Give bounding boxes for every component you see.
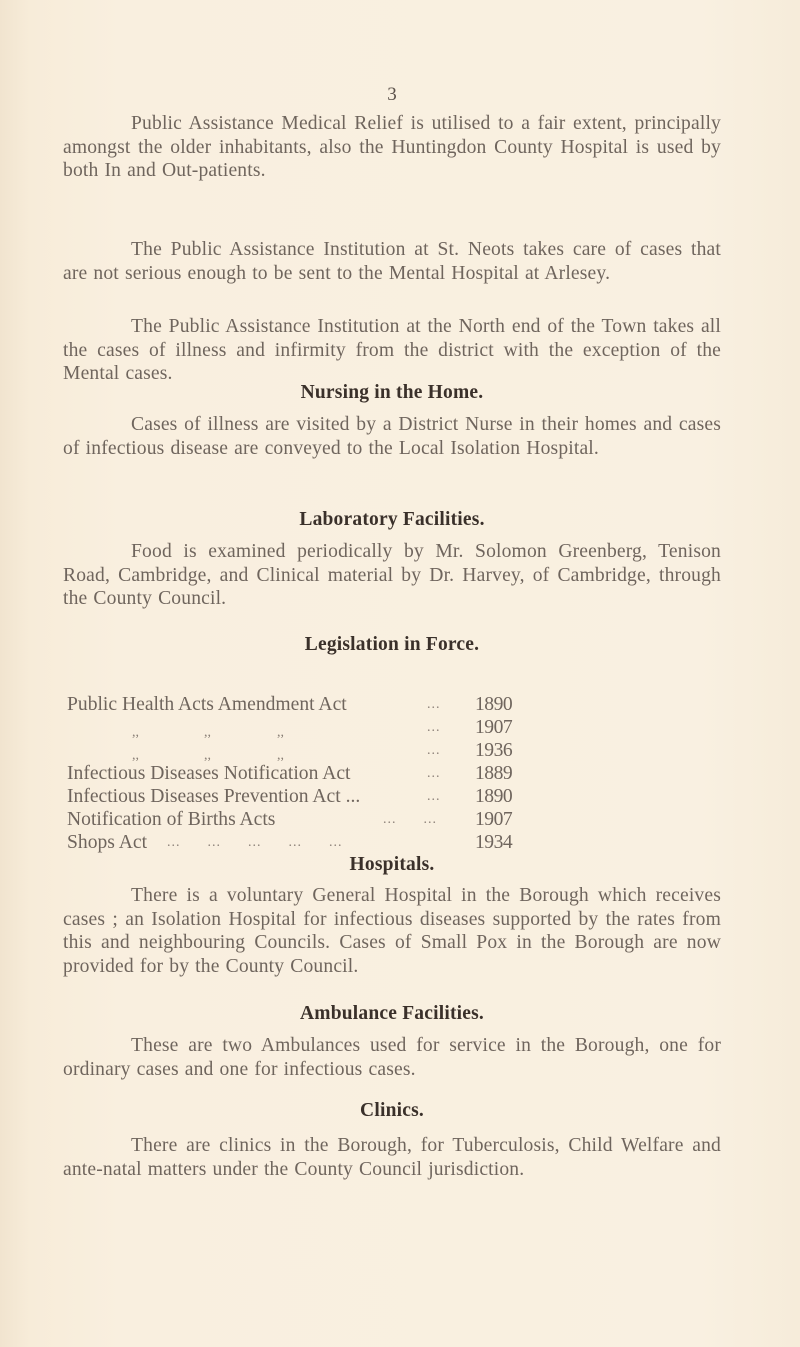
heading-laboratory-facilities: Laboratory Facilities. <box>299 509 485 530</box>
paragraph-nursing <box>63 413 721 460</box>
dot-leader: ... <box>427 789 441 804</box>
act-name: Infectious Diseases Prevention Act ... <box>67 786 361 807</box>
heading-legislation-in-force: Legislation in Force. <box>304 634 480 655</box>
act-year: 1889 <box>475 763 513 784</box>
paragraph-hospitals <box>63 884 721 978</box>
dot-leader: ... ... ... ... ... <box>167 835 343 850</box>
paragraph-text: These are two Ambulances used for service in the Borough, one for ordinary cases and one for infectious cases. <box>63 1035 721 1080</box>
heading-nursing-in-the-home: Nursing in the Home. <box>300 382 484 403</box>
heading-clinics: Clinics. <box>360 1100 424 1121</box>
paragraph-text: There are clinics in the Borough, for Tuberculosis, Child Welfare and ante-natal matters under the County Council jurisdiction. <box>63 1135 721 1180</box>
paragraph-text: Public Assistance Medical Relief is utilised to a fair extent, principally amongst the older inhabitants, also the Huntingdon County Hospital is used by both In and Out-patients. <box>63 113 721 181</box>
legislation-row <box>67 693 607 716</box>
paragraph-text: The Public Assistance Institution at St. Neots takes care of cases that are not serious enough to be sent to the Mental Hospital at Arlesey. <box>63 239 721 284</box>
paragraph-st-neots-institution <box>63 238 721 285</box>
dot-leader: ... <box>427 720 441 735</box>
heading-hospitals: Hospitals. <box>349 854 435 875</box>
legislation-row <box>67 762 607 785</box>
act-year: 1907 <box>475 717 513 738</box>
legislation-row <box>67 785 607 808</box>
act-year: 1890 <box>475 694 513 715</box>
act-name: Notification of Births Acts <box>67 809 276 830</box>
paragraph-text: Cases of illness are visited by a District Nurse in their homes and cases of infectious disease are conveyed to the Local Isolation Hospital. <box>63 414 721 459</box>
paragraph-ambulance <box>63 1034 721 1081</box>
heading-ambulance-facilities: Ambulance Facilities. <box>299 1003 484 1024</box>
ditto-mark: ,, <box>277 725 284 740</box>
legislation-row <box>67 739 607 762</box>
dot-leader: ... <box>427 766 441 781</box>
dot-leader: ... ... <box>383 812 437 827</box>
page-number: 3 <box>387 84 397 105</box>
act-name: Infectious Diseases Notification Act <box>67 763 351 784</box>
ditto-mark: ,, <box>204 748 211 763</box>
paragraph-text: There is a voluntary General Hospital in the Borough which receives cases ; an Isolation Hospital for infectious diseases supported by the rates from this and neighbouring Councils. Cases of Small Pox in the Borough are now provided for by the County Council. <box>63 885 721 977</box>
legislation-row <box>67 716 607 739</box>
paragraph-north-end-institution <box>63 315 721 386</box>
ditto-mark: ,, <box>204 725 211 740</box>
dot-leader: ... <box>427 697 441 712</box>
ditto-mark: ,, <box>277 748 284 763</box>
act-year: 1890 <box>475 786 513 807</box>
ditto-mark: ,, <box>132 725 139 740</box>
act-year: 1936 <box>475 740 513 761</box>
act-name: Shops Act <box>67 832 148 853</box>
paragraph-clinics <box>63 1134 721 1181</box>
ditto-mark: ,, <box>132 748 139 763</box>
legislation-row <box>67 808 607 831</box>
act-year: 1907 <box>475 809 513 830</box>
paragraph-text: The Public Assistance Institution at the North end of the Town takes all the cases of illness and infirmity from the district with the exception of the Mental cases. <box>63 316 721 384</box>
legislation-table <box>67 693 607 854</box>
paragraph-text: Food is examined periodically by Mr. Solomon Greenberg, Tenison Road, Cambridge, and Clinical material by Dr. Harvey, of Cambridge, through the County Council. <box>63 541 721 609</box>
dot-leader: ... <box>427 743 441 758</box>
act-name: Public Health Acts Amendment Act <box>67 694 347 715</box>
paragraph-public-assistance-relief <box>63 112 721 183</box>
act-year: 1934 <box>475 832 513 853</box>
paragraph-laboratory <box>63 540 721 611</box>
legislation-row <box>67 831 607 854</box>
